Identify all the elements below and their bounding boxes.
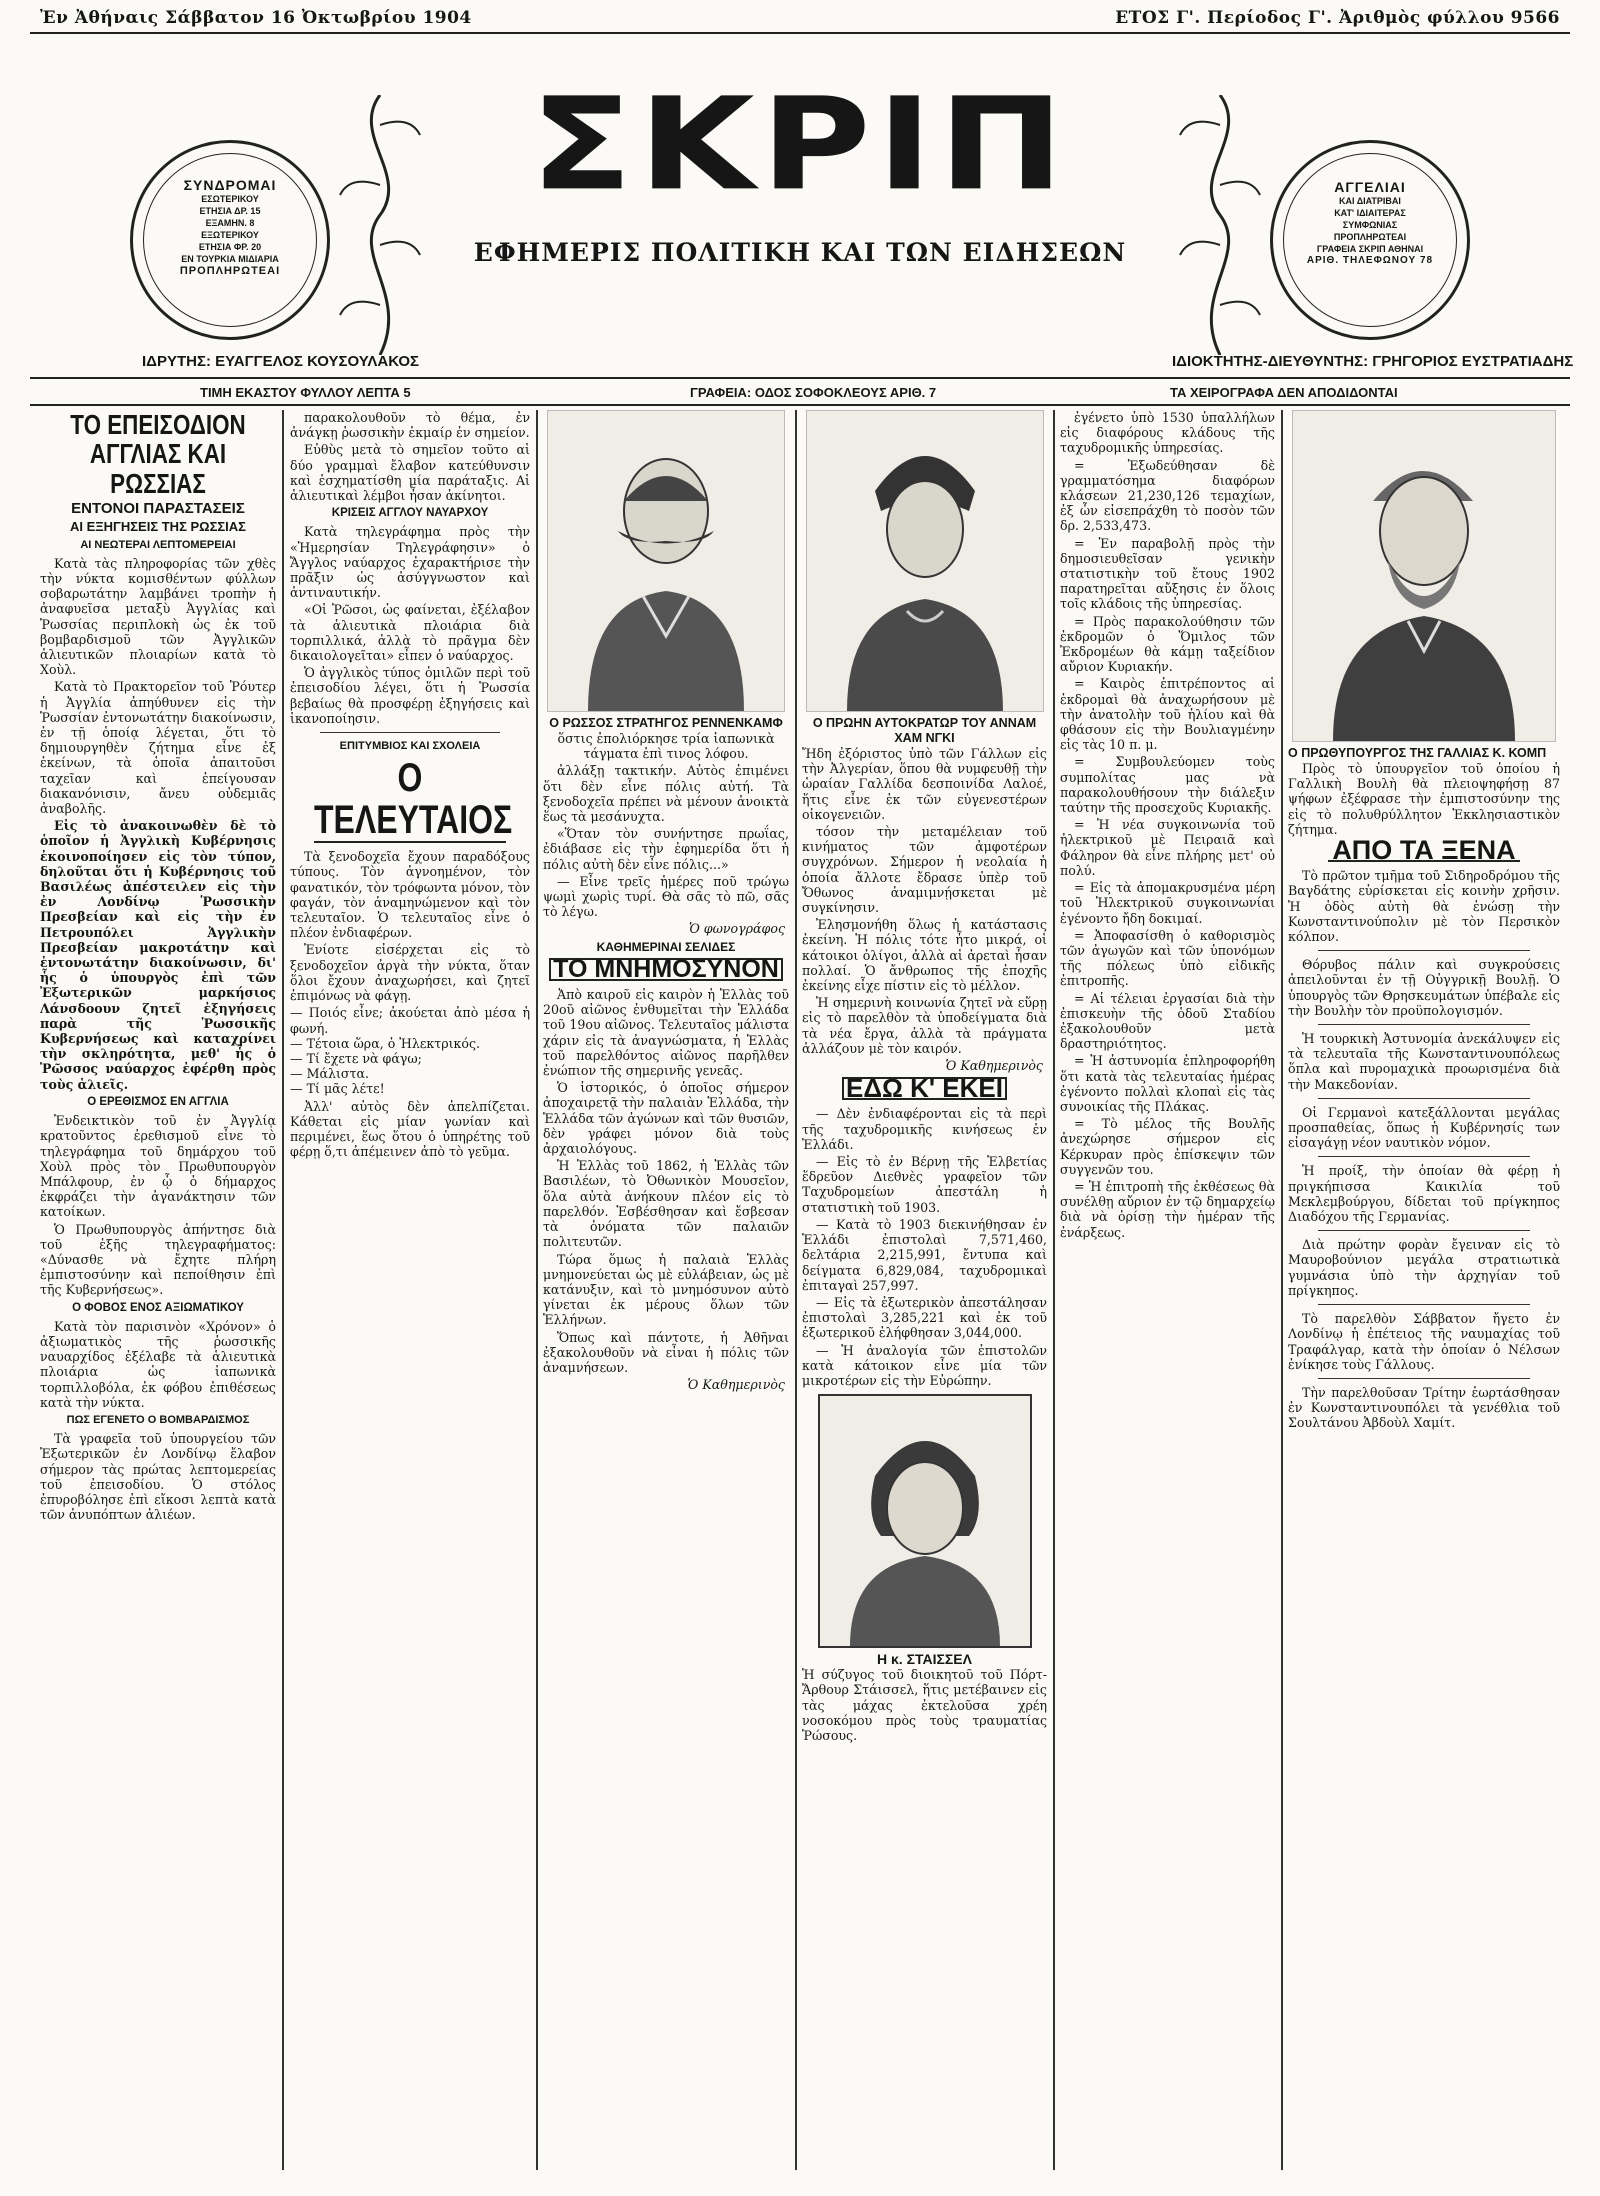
portrait-lady-icon xyxy=(820,1396,1030,1646)
vine-ornament-left-icon xyxy=(330,95,430,355)
portrait-text: Ἡ σύζυγος τοῦ διοικητοῦ τοῦ Πόρτ-Ἄρθουρ Στάισσελ, ἥτις μετέβαινεν εἰς τὰς μάχας ἐκτελοῦσα χρέη νοσοκόμου πρὸς τοὺς τραυματίας Ῥώσους. xyxy=(802,1667,1047,1743)
divider xyxy=(1318,1304,1530,1305)
paragraph: Εὐθὺς μετὰ τὸ σημεῖον τοῦτο αἱ δύο γραμμαὶ ἔλαβον κατεύθυνσιν καὶ ἐσχηματίσθη μία παράταξις. Αἱ ἁλιευτικαὶ λέμβοι ἦσαν ἀκίνητοι. xyxy=(290,442,530,504)
subhead: ΕΝΤΟΝΟΙ ΠΑΡΑΣΤΑΣΕΙΣ xyxy=(71,500,245,518)
subhead: ΑΙ ΕΞΗΓΗΣΕΙΣ ΤΗΣ ΡΩΣΣΙΑΣ xyxy=(70,519,246,535)
paragraph: = Συμβουλεύομεν τοὺς συμπολίτας μας νὰ παρακολουθήσουν τὴν διάλεξιν ταύτην τῆς προσεχοῦς Κυριακῆς. xyxy=(1060,754,1275,816)
portrait-premier-icon xyxy=(1293,411,1555,741)
paragraph: Τὸ πρῶτον τμῆμα τοῦ Σιδηροδρόμου τῆς Βαγδάτης εὑρίσκεται εἰς κοινὴν χρῆσιν. Ἡ ὁδὸς αὐτὴ θὰ ἑνώσῃ τὴν Κωνσταντινούπολιν μὲ τὸν Περσικὸν κόλπον. xyxy=(1288,868,1560,945)
portrait-emperor-icon xyxy=(807,411,1043,711)
portrait-text: Ἤδη ἐξόριστος ὑπὸ τῶν Γάλλων εἰς τὴν Ἀλγερίαν, ὅπου θὰ νυμφευθῇ τὴν ὡραίαν Γαλλίδα δεσποινίδα Λαλοέ, ἥτις εἶνε ἐκ τῶν εὐγενεστέρων οἰκογενειῶν. xyxy=(802,746,1047,822)
paragraph: = Ἐξωδεύθησαν δὲ γραμματόσημα διαφόρων κλάσεων 21,230,126 τεμαχίων, ἐξ ὧν εἰσεπράχθη τὸ ποσὸν τῶν δρ. 2,533,473. xyxy=(1060,457,1275,534)
paragraph: = Εἰς τὰ ἀπομακρυσμένα μέρη τοῦ Ἠλεκτρικοῦ συγκοινωνίαι ἐγένοντο ἤδη δοκιμαί. xyxy=(1060,880,1275,926)
paragraph: Κατὰ τὰς πληροφορίας τῶν χθὲς τὴν νύκτα κομισθέντων φύλλων σοβαρωτάτην λαμβάνει τροπὴν ἡ ἀναφυεῖσα μεταξὺ Ἀγγλίας καὶ Ῥωσσίας περιπλοκὴ ὡς ἐκ τοῦ βομβαρδισμοῦ τῶν Ἀγγλικῶν ἁλιευτικῶν πλοιαρίων κατὰ τὸ Χοὺλ. xyxy=(40,555,276,678)
divider xyxy=(1318,1230,1530,1231)
paragraph: Κατὰ τηλεγράφημα πρὸς τὴν «Ἡμερησίαν Τηλεγράφησιν» ὁ Ἄγγλος ναύαρχος ἐχαρακτήρισε τὴν πρᾶξιν ὡς ἀσύγγνωστον καὶ ἀντιναυτικήν. xyxy=(290,524,530,601)
paragraph: = Αἱ τέλειαι ἐργασίαι διὰ τὴν ἐπισκευὴν τῆς ὁδοῦ Σταδίου ἐξακολουθοῦν μετὰ δραστηριότητος. xyxy=(1060,990,1275,1052)
signature: Ὁ Καθημερινὸς xyxy=(945,1058,1043,1074)
portrait-caption: Ο ΠΡΩΗΝ ΑΥΤΟΚΡΑΤΩΡ ΤΟΥ ΑΝΝΑΜ ΧΑΜ ΝΓΚΙ xyxy=(812,716,1037,745)
paragraph: Ὁ ἱστορικός, ὁ ὁποῖος σήμερον ἀποχαιρετᾷ τὴν παλαιὰν Ἑλλάδα, τὴν Ἑλλάδα τῶν ἀγώνων καὶ τῶν θυσιῶν, δὲν γράφει μόνον διὰ τοὺς ἀρχαιολόγους. xyxy=(543,1080,789,1157)
column-rule xyxy=(1053,410,1055,2170)
paragraph: Ἀλλ' αὐτὸς δὲν ἀπελπίζεται. Κάθεται εἰς μίαν γωνίαν καὶ περιμένει, ἕως ὅτου ὁ ὑπηρέτης τοῦ φέρῃ ὅ,τι ἀπέμεινεν ἀπὸ τὸ γεῦμα. xyxy=(290,1098,530,1160)
paragraph: Θόρυβος πάλιν καὶ συγκρούσεις ἀπειλοῦνται ἐν τῇ Οὐγγρικῇ Βουλῇ. Ὁ ὑπουργὸς τῶν Θρησκευμάτων ὑπέβαλε εἰς τὴν Βουλὴν τὸν προϋπολογισμόν. xyxy=(1288,957,1560,1018)
price-line: ΤΙΜΗ ΕΚΑΣΤΟΥ ΦΥΛΛΟΥ ΛΕΠΤΑ 5 xyxy=(200,385,411,400)
subhead: ΑΙ ΝΕΩΤΕΡΑΙ ΛΕΠΤΟΜΕΡΕΙΑΙ xyxy=(80,538,236,551)
column-rule xyxy=(795,410,797,2170)
paragraph: «Οἱ Ῥῶσοι, ὡς φαίνεται, ἐξέλαβον τὰ ἁλιευτικὰ πλοιάρια διὰ τορπιλλικά, ἀλλὰ τὸ πρᾶγμα δὲν δικαιολογεῖται» εἶπεν ὁ ναύαρχος. xyxy=(290,602,530,664)
paragraph: Ἡ τουρκικὴ Ἀστυνομία ἀνεκάλυψεν εἰς τὰ τελευταῖα τῆς Κωνσταντινουπόλεως ὅπλα καὶ πυρομαχικὰ προωρισμένα διὰ τὴν Μακεδονίαν. xyxy=(1288,1031,1560,1092)
paragraph: = Καιρὸς ἐπιτρέποντος αἱ ἐκδρομαὶ θὰ ἀναχωρήσουν μὲ τὴν ἀνατολὴν τοῦ ἡλίου καὶ θὰ φθάσουν εἰς τὴν Βουλιαγμένην εἰς τὰς 10 π. μ. xyxy=(1060,676,1275,753)
paragraph: Τὰ ξενοδοχεῖα ἔχουν παραδόξους τύπους. Τὸν ἀγνοημένον, τὸν φανατικόν, τὸν τρόφωντα μόνον, τὸν φαγάν, τὸν ἀναμηνώμενον καὶ τὸν τελευταῖον. Ὁ τελευταῖος εἶνε ὁ πλέον ἐνδιαφέρων. xyxy=(290,849,530,941)
paragraph: Τώρα ὅμως ἡ παλαιὰ Ἑλλὰς μνημονεύεται ὡς μὲ εὐλάβειαν, ὡς μὲ κατάνυξιν, καὶ τὸ μνημόσυνον αὐτὸ γίνεται ἐκ μέρους ὅλων τῶν Ἑλλήνων. xyxy=(543,1251,789,1328)
paragraph: Ὁ ἀγγλικὸς τύπος ὁμιλῶν περὶ τοῦ ἐπεισοδίου λέγει, ὅτι ἡ Ῥωσσία βεβαίως θὰ προσφέρῃ ἐξηγήσεις καὶ ἱκανοποίησιν. xyxy=(290,665,530,726)
paragraph: «Ὅταν τὸν συνήντησε πρωΐας, ἐδιάβασε εἰς τὴν ἐφημερίδα ὅτι ἡ πόλις αὐτὴ δὲν εἶνε πόλις...» xyxy=(543,826,789,872)
portrait-caption: Ο ΡΩΣΣΟΣ ΣΤΡΑΤΗΓΟΣ ΡΕΝΝΕΝΚΑΜΦ xyxy=(549,716,783,730)
founder-line: ΙΔΡΥΤΗΣ: ΕΥΑΓΓΕΛΟΣ ΚΟΥΣΟΥΛΑΚΟΣ xyxy=(142,353,420,370)
paragraph: = Πρὸς παρακολούθησιν τῶν ἐκδρομῶν ὁ Ὅμιλος τῶν Ἐκδρομέων θὰ κάμῃ ταξείδιον αὔριον Κυριακήν. xyxy=(1060,613,1275,675)
section-heading: ΠΩΣ ΕΓΕΝΕΤΟ Ο ΒΟΜΒΑΡΔΙΣΜΟΣ xyxy=(66,1413,250,1426)
paragraph: — Εἶνε τρεῖς ἡμέρες ποῦ τρώγω ψωμὶ χωρὶς τυρί. Θὰ σᾶς τὸ πῶ, σᾶς τὸ λέγω. xyxy=(543,873,789,920)
paragraph: ἀλλάξῃ τακτικήν. Αὐτὸς ἐπιμένει ὅτι δὲν εἶνε πόλις αὐτή. Τὰ ξενοδοχεῖα πρέπει νὰ μένουν ἀνοικτὰ ἕως τὰ μεσάνυχτα. xyxy=(543,763,789,825)
paragraph: — Εἰς τὰ ἐξωτερικὸν ἀπεστάλησαν ἐπιστολαὶ 3,285,221 καὶ ἐκ τοῦ ἐξωτερικοῦ ἐλήφθησαν 3,044,000. xyxy=(802,1294,1047,1341)
top-rule xyxy=(30,32,1570,34)
masthead-rule xyxy=(30,377,1570,379)
portrait-rennenkampf xyxy=(547,410,785,712)
portrait-caption: Ο ΠΡΩΘΥΠΟΥΡΓΟΣ ΤΗΣ ΓΑΛΛΙΑΣ Κ. ΚΟΜΠ xyxy=(1288,746,1547,760)
seal-heading: ΑΓΓΕΛΙΑΙ xyxy=(1334,179,1406,195)
column-2 xyxy=(290,410,530,2170)
paragraph: Διὰ πρώτην φορὰν ἔγειναν εἰς τὸ Μαυροβούνιον μεγάλα στρατιωτικὰ γυμνάσια ὑπὸ τὴν ἀρχηγίαν τοῦ πρίγκηπος. xyxy=(1288,1237,1560,1298)
seal-line: ΕΣΩΤΕΡΙΚΟΥ xyxy=(201,194,259,204)
divider xyxy=(1318,1378,1530,1379)
column-rule xyxy=(1281,410,1283,2170)
date-line: Ἐν Ἀθήναις Σάββατον 16 Ὀκτωβρίου 1904 xyxy=(40,8,472,28)
divider xyxy=(1318,1098,1530,1099)
paragraph: παρακολουθοῦν τὸ θέμα, ἐν ἀνάγκῃ ῥωσσικὴν ἐκμαίρ ἐν σημείον. xyxy=(290,410,530,441)
owner-line: ΙΔΙΟΚΤΗΤΗΣ-ΔΙΕΥΘΥΝΤΗΣ: ΓΡΗΓΟΡΙΟΣ ΕΥΣΤΡΑΤΙΑΔΗΣ xyxy=(1172,353,1574,370)
headline-episode: ΤΟ ΕΠΕΙΣΟΔΙΟΝ ΑΓΓΛΙΑΣ ΚΑΙ ΡΩΣΣΙΑΣ xyxy=(70,410,246,499)
signature: Ὁ Καθημερινὸς xyxy=(687,1377,785,1393)
paragraph: — Ἡ ἀναλογία τῶν ἐπιστολῶν κατὰ κάτοικον εἶνε μία τῶν μικροτέρων εἰς τὴν Εὐρώπην. xyxy=(802,1342,1047,1388)
manuscripts-line: ΤΑ ΧΕΙΡΟΓΡΑΦΑ ΔΕΝ ΑΠΟΔΙΔΟΝΤΑΙ xyxy=(1170,385,1398,400)
paragraph: = Ἀποφασίσθη ὁ καθορισμὸς τῶν ἀγωγῶν καὶ τῶν ὑπονόμων τῆς πόλεως ὑπὸ εἰδικῆς ἐπιτροπῆς. xyxy=(1060,927,1275,989)
offices-line: ΓΡΑΦΕΙΑ: ΟΔΟΣ ΣΟΦΟΚΛΕΟΥΣ ΑΡΙΘ. 7 xyxy=(690,385,937,400)
paragraph: Ἡ Ἑλλὰς τοῦ 1862, ἡ Ἑλλὰς τῶν Βασιλέων, τὸ Ὀθωνικὸν Μουσεῖον, ὅλα αὐτὰ ἀνήκουν πλέον εἰς τὸ παρελθόν. Ἐσβέσθησαν καὶ ἔσβεσαν τὰ ὀνόματα τῶν παλαιῶν πολιτευτῶν. xyxy=(543,1158,789,1250)
divider xyxy=(1318,1024,1530,1025)
paragraph: Τὰ γραφεῖα τοῦ ὑπουργείου τῶν Ἐξωτερικῶν ἐν Λονδίνῳ ἔλαβον σήμερον τὰς πρώτας λεπτομερείας τοῦ ἐπεισοδίου. Ὁ στόλος ἐπυροβόλησε ἐπὶ εἴκοσι λεπτὰ κατὰ τῶν ἀνυπόπτων ἁλιέων. xyxy=(40,1431,276,1523)
portrait-text: Πρὸς τὸ ὑπουργεῖον τοῦ ὁποίου ἡ Γαλλικὴ Βουλὴ θὰ πλειοψηφήσῃ 87 ψήφων ἐξέφρασε τὴν ἐμπιστοσύνην της εἰς τὸ πολυθρύλλητον Ἐκκλησιαστικὸν ζήτημα. xyxy=(1288,761,1560,837)
paragraph: = Ἡ ἐπιτροπὴ τῆς ἐκθέσεως θὰ συνέλθῃ αὔριον ἐν τῷ δημαρχείῳ διὰ νὰ ὁρίσῃ τὴν ἡμέραν τῆς ἐνάρξεως. xyxy=(1060,1178,1275,1240)
seal-line: ΕΤΗΣΙΑ ΦΡ. 20 xyxy=(198,242,262,252)
paragraph: Ἐνδεικτικὸν τοῦ ἐν Ἀγγλίᾳ κρατοῦντος ἐρεθισμοῦ εἶνε τὸ τηλεγράφημα τοῦ δημάρχου τοῦ Χοὺλ πρὸς τὸν Πρωθυπουργὸν Μπάλφουρ, ἐν ᾧ ὁ δήμαρχος ἐκφράζει τὴν ἀγανάκτησιν τῶν κατοίκων. xyxy=(40,1113,276,1220)
divider xyxy=(1318,1156,1530,1157)
paragraph: Ἡ προίξ, τὴν ὁποίαν θὰ φέρῃ ἡ πριγκήπισσα Καικιλία τοῦ Μεκλεμβούργου, δίδεται τοῦ πρίγκηπος Διαδόχου τῆς Γερμανίας. xyxy=(1288,1163,1560,1225)
info-rule xyxy=(30,404,1570,406)
paragraph: Οἱ Γερμανοὶ κατεξάλλονται μεγάλας προσπαθείας, ὅπως ἡ Κυβέρνησίς των εἰσαγάγῃ νέον ναυτικὸν νόμον. xyxy=(1288,1104,1560,1151)
newspaper-title: ΣΚΡΙΠ xyxy=(530,71,1070,219)
seal-line: ΕΞΩΤΕΡΙΚΟΥ xyxy=(201,230,259,240)
paragraph: Τὴν παρελθοῦσαν Τρίτην ἑωρτάσθησαν ἐν Κωνσταντινουπόλει τὰ γενέθλια τοῦ Σουλτάνου Ἀβδοὺλ Χαμίτ. xyxy=(1288,1384,1560,1431)
portrait-annam-emperor xyxy=(806,410,1044,712)
dialogue: — Ποιός εἶνε; ἀκούεται ἀπὸ μέσα ἡ φωνή. — Τέτοια ὥρα, ὁ Ἠλεκτρικός. — Τί ἔχετε νὰ φάγω; — Μάλιστα. — Τί μᾶς λέτε! xyxy=(290,1005,530,1097)
seal-line: ΚΑΙ ΔΙΑΤΡΙΒΑΙ xyxy=(1339,196,1401,206)
paragraph: = Ἡ νέα συγκοινωνία τοῦ ἠλεκτρικοῦ μὲ Πειραιᾶ καὶ Φάληρον θὰ εἶνε πλήρης μετ' οὐ πολύ. xyxy=(1060,817,1275,878)
paragraph: Ὅπως καὶ πάντοτε, ἡ Ἀθῆναι ἐξακολουθοῦν νὰ εἶναι ἡ πόλις τῶν ἀναμνήσεων. xyxy=(543,1329,789,1375)
headline-the-last: Ο ΤΕΛΕΥΤΑΙΟΣ xyxy=(314,756,513,843)
issue-line: ΕΤΟΣ Γ'. Περίοδος Γ'. Ἀριθμὸς φύλλου 9566 xyxy=(1115,8,1560,28)
seal-line: ΓΡΑΦΕΙΑ ΣΚΡΙΠ ΑΘΗΝΑΙ xyxy=(1316,244,1424,254)
column-rule xyxy=(282,410,284,2170)
headline-memorial: ΤΟ ΜΝΗΜΟΣΥΝΟΝ xyxy=(549,958,783,981)
seal-footer: ΑΡΙΘ. ΤΗΛΕΦΩΝΟΥ 78 xyxy=(1306,255,1434,266)
seal-line: ΣΥΜΦΩΝΙΑΣ xyxy=(1342,220,1398,230)
paragraph: — Εἰς τὸ ἐν Βέρνῃ τῆς Ἑλβετίας ἕδρεῦον Διεθνὲς γραφεῖον τῶν Ταχυδρομείων ἀπεστάλη ἡ στατιστικὴ τοῦ 1903. xyxy=(802,1154,1047,1215)
seal-line: ΚΑΤ' ΙΔΙΑΙΤΕΡΑΣ xyxy=(1334,208,1406,218)
paragraph: = Ἐν παραβολῇ πρὸς τὴν δημοσιευθεῖσαν γενικὴν στατιστικὴν τοῦ ἔτους 1902 παρατηρεῖται αὔξησις ἐν ὅλοις τοῖς κλάδοις τῆς ὑπηρεσίας. xyxy=(1060,535,1275,612)
newspaper-subtitle: ΕΦΗΜΕΡΙΣ ΠΟΛΙΤΙΚΗ ΚΑΙ ΤΩΝ ΕΙΔΗΣΕΩΝ xyxy=(473,238,1127,267)
advertising-seal xyxy=(1270,140,1470,340)
portrait-general-icon xyxy=(548,411,784,711)
paragraph: — Δὲν ἐνδιαφέρονται εἰς τὰ περὶ τῆς ταχυδρομικῆς κινήσεως ἐν Ἑλλάδι. xyxy=(802,1106,1047,1152)
portrait-combes xyxy=(1292,410,1556,742)
column-6 xyxy=(1288,410,1560,2170)
column-3 xyxy=(543,410,789,2170)
portrait-caption: Η κ. ΣΤΑΙΣΣΕΛ xyxy=(877,1651,972,1668)
vine-ornament-right-icon xyxy=(1170,95,1270,355)
paragraph: Ἐνίοτε εἰσέρχεται εἰς τὸ ξενοδοχεῖον ἀργὰ τὴν νύκτα, ὅταν ὅλοι ἔχουν ἀναχωρήσει, καὶ ζητεῖ ἐπιμόνως νὰ φάγῃ. xyxy=(290,942,530,1004)
seal-heading: ΣΥΝΔΡΟΜΑΙ xyxy=(183,177,277,193)
paragraph: Ἐλησμονήθη ὅλως ἡ κατάστασις ἐκείνη. Ἡ πόλις τότε ἦτο μικρά, οἱ κάτοικοι ὀλίγοι, ἀλλὰ αἱ ἀρεταὶ ἦσαν πολλαί. Ὁ ἄνθρωπος τῆς ἐποχῆς ἐκείνης εἶχε πίστιν εἰς τὸ μέλλον. xyxy=(802,917,1047,994)
section-heading: ΚΑΘΗΜΕΡΙΝΑΙ ΣΕΛΙΔΕΣ xyxy=(596,939,736,954)
signature: Ὁ φωνογράφος xyxy=(688,921,785,937)
portrait-stoessel xyxy=(818,1394,1032,1648)
section-heading: Ο ΦΟΒΟΣ ΕΝΟΣ ΑΞΙΩΜΑΤΙΚΟΥ xyxy=(72,1301,244,1314)
portrait-text: ὅστις ἐπολιόρκησε τρία ἰαπωνικὰ τάγματα ἐπὶ τινος λόφου. xyxy=(557,731,775,762)
seal-line: ΕΞΑΜΗΝ. 8 xyxy=(205,218,255,228)
paragraph: Ὁ Πρωθυπουργὸς ἀπήντησε διὰ τοῦ ἑξῆς τηλεγραφήματος: «Δύνασθε νὰ ἔχητε πλήρη ἐμπιστοσύνην καὶ πεποίθησιν ἐπὶ τῆς Κυβερνήσεως». xyxy=(40,1221,276,1298)
section-heading: ΚΡΙΣΕΙΣ ΑΓΓΛΟΥ ΝΑΥΑΡΧΟΥ xyxy=(331,507,489,520)
column-1 xyxy=(40,410,276,2170)
column-rule xyxy=(536,410,538,2170)
section-heading: ΕΠΙΤΥΜΒΙΟΣ ΚΑΙ ΣΧΟΛΕΙΑ xyxy=(339,740,481,753)
seal-line: ΠΡΟΠΛΗΡΩΤΕΑΙ xyxy=(1333,232,1407,242)
paragraph: Κατὰ τὸν παρισινὸν «Χρόνον» ὁ ἀξιωματικὸς τῆς ῥωσσικῆς ναυαρχίδος ἐξέλαβε τὰ ἁλιευτικὰ πλοιάρια ὡς ἰαπωνικὰ τορπιλλοβόλα, ἐκ φόβου ἐπιθέσεως κατὰ τὴν νύκτα. xyxy=(40,1318,276,1410)
seal-footer: ΠΡΟΠΛΗΡΩΤΕΑΙ xyxy=(179,265,281,277)
section-heading: Ο ΕΡΕΘΙΣΜΟΣ ΕΝ ΑΓΓΛΙΑ xyxy=(87,1095,229,1108)
paragraph: = Τὸ μέλος τῆς Βουλῆς ἀνεχώρησε σήμερον εἰς Κέρκυραν πρὸς ἐπίσκεψιν τῶν συγγενῶν του. xyxy=(1060,1116,1275,1177)
paragraph: = Ἡ ἀστυνομία ἐπληροφορήθη ὅτι κατὰ τὰς τελευταίας ἡμέρας ἐγένοντο πολλαὶ κλοπαὶ εἰς τὰς συνοικίας τῆς Πλάκας. xyxy=(1060,1053,1275,1114)
paragraph: Κατὰ τὸ Πρακτορεῖον τοῦ Ῥόυτερ ἡ Ἀγγλία ἀπηύθυνεν εἰς τὴν Ῥωσσίαν ἐντονωτάτην διακοίνωσιν, ἐν τῇ ὁποίᾳ λέγεται, ὅτι τὸ δημιουργηθὲν ζήτημα εἶνε ἐξ ἐκείνων, τὰ ὁποῖα ἀπαιτοῦσι ταχεῖαν καὶ ἐπείγουσαν διακανόνισιν, ἄνευ οὐδεμιᾶς ἀναβολῆς. xyxy=(40,679,276,817)
headline-from-abroad: ΑΠΟ ΤΑ ΞΕΝΑ xyxy=(1328,841,1520,862)
paragraph: Ἀπὸ καιροῦ εἰς καιρὸν ἡ Ἑλλὰς τοῦ 20οῦ αἰῶνος ἐνθυμεῖται τὴν Ἑλλάδα τοῦ 19ου αἰῶνος. Τελευταῖος μάλιστα χάριν εἰς τὰ ἀναγνώσματα, ἡ Ἑλλὰς τοῦ παρελθόντος αἰῶνος παρῆλθεν ἐνώπιον τῆς σημερινῆς γενεᾶς. xyxy=(543,987,789,1079)
subscription-seal xyxy=(130,140,330,340)
column-4 xyxy=(802,410,1047,2170)
paragraph: — Κατὰ τὸ 1903 διεκινήθησαν ἐν Ἑλλάδι ἐπιστολαὶ 7,571,460, δελτάρια 2,215,991, ἔντυπα καὶ δείγματα 6,829,084, ταχυδρομικαὶ ἐπιταγαὶ 257,997. xyxy=(802,1216,1047,1293)
divider xyxy=(1318,950,1530,951)
paragraph: Τὸ παρελθὸν Σάββατον ἤγετο ἐν Λονδίνῳ ἡ ἐπέτειος τῆς ναυμαχίας τοῦ Τραφάλγαρ, κατὰ τὴν ὁποίαν ὁ Νέλσων ἐνίκησε τοὺς Γάλλους. xyxy=(1288,1311,1560,1372)
column-5 xyxy=(1060,410,1275,2170)
headline-here-and-there: ΕΔΩ Κ' ΕΚΕΙ xyxy=(842,1077,1007,1100)
seal-line: ΕΤΗΣΙΑ ΔΡ. 15 xyxy=(199,206,261,216)
paragraph: ἐγένετο ὑπὸ 1530 ὑπαλλήλων εἰς διαφόρους κλάδους τῆς ταχυδρομικῆς ὑπηρεσίας. xyxy=(1060,410,1275,456)
seal-line: ΕΝ ΤΟΥΡΚΙΑ ΜΙΔΙΑΡΙΑ xyxy=(181,254,279,264)
paragraph: τόσον τὴν μεταμέλειαν τοῦ κινήματος τῶν ἀμφοτέρων συγχρόνων. Σήμερον ἡ νεολαία ἡ ὁποία ἄλλοτε ἔδρασε ὑπὲρ τοῦ Ὄθωνος ἀναμιμνῄσκεται μὲ συγκίνησιν. xyxy=(802,824,1047,916)
paragraph: Εἰς τὸ ἀνακοινωθὲν δὲ τὸ ὁποῖον ἡ Ἀγγλικὴ Κυβέρνησις ἐκοινοποίησεν εἰς τὸν τύπον, δηλοῦται ὅτι ἡ Κυβέρνησις τοῦ Βασιλέως ἀπέστειλεν εἰς τὴν ἐν Λονδίνῳ Ῥωσσικὴν Πρεσβείαν καὶ εἰς τὴν ἐν Πετρουπόλει Ἀγγλικὴν Πρεσβείαν μακροτάτην καὶ ἐντονωτάτην διακοίνωσιν, δι' ἧς ὁ ὑπουργὸς ἐπὶ τῶν Ἐξωτερικῶν μαρκήσιος Λάνσδοουν ζητεῖ ἐξηγήσεις παρὰ τῆς Ῥωσσικῆς Κυβερνήσεως καὶ καταχρίνει τὴν σκληρότητα, μεθ' ἧς ὁ Ῥῶσσος ναύαρχος ἐφέρθη πρὸς τοὺς ἁλιεῖς. xyxy=(40,818,276,1092)
divider xyxy=(320,732,500,733)
seal-ring xyxy=(143,153,317,327)
seal-ring xyxy=(1283,153,1457,327)
paragraph: Ἡ σημερινὴ κοινωνία ζητεῖ νὰ εὕρῃ εἰς τὸ παρελθὸν τὰ ὑποδείγματα διὰ τὰ νέα ἔργα, ἀλλὰ τὰ πράγματα ἀλλάζουν μὲ τὸν καιρόν. xyxy=(802,995,1047,1056)
